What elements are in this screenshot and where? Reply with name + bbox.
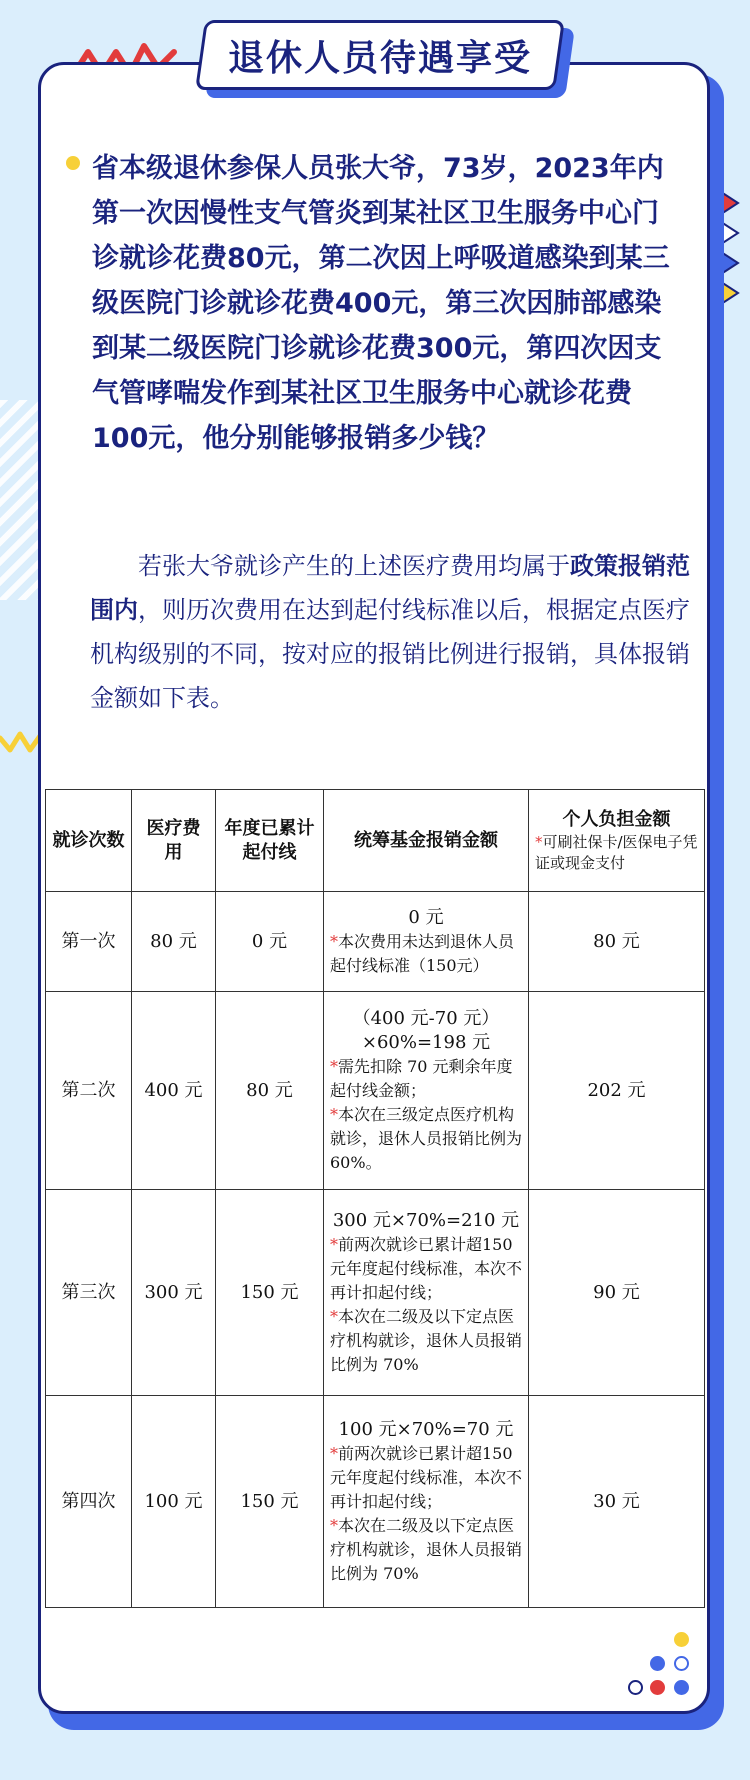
header-cost: 医疗费用 xyxy=(132,790,216,892)
cell-cost: 300 元 xyxy=(132,1190,216,1396)
reimbursement-table xyxy=(45,789,705,1608)
cell-visit: 第一次 xyxy=(46,892,132,992)
answer-text-bold: 政策报销范围内 xyxy=(90,552,690,624)
table-row xyxy=(46,892,705,992)
cell-fund xyxy=(324,1396,529,1608)
fund-note-text: 前两次就诊已累计超150 元年度起付线标准，本次不再计扣起付线； xyxy=(330,1234,523,1302)
table-row xyxy=(46,1190,705,1396)
fund-note-text: 本次在二级及以下定点医疗机构就诊，退休人员报销比例为 70% xyxy=(330,1306,523,1374)
answer-text-post: ，则历次费用在达到起付线标准以后，根据定点医疗机构级别的不同，按对应的报销比例进行报销，具体报销金额如下表。 xyxy=(90,596,690,712)
cell-fund xyxy=(324,1190,529,1396)
page-title: 退休人员待遇享受 xyxy=(227,37,532,79)
fund-amount: 0 元 xyxy=(408,906,444,928)
fund-note-text: 本次费用未达到退休人员起付线标准（150元） xyxy=(330,931,515,975)
header-personal-title: 个人负担金额 xyxy=(562,808,671,830)
star-marker: * xyxy=(330,1104,338,1124)
dot-decoration-outline xyxy=(628,1680,643,1695)
header-visit: 就诊次数 xyxy=(46,790,132,892)
cell-cost: 80 元 xyxy=(132,892,216,992)
fund-note xyxy=(330,1055,522,1103)
cell-visit: 第三次 xyxy=(46,1190,132,1396)
dot-decoration-outline xyxy=(674,1656,689,1671)
cell-accum: 150 元 xyxy=(216,1190,324,1396)
cell-personal: 202 元 xyxy=(529,992,705,1190)
cell-fund xyxy=(324,992,529,1190)
header-personal-note-text: 可刷社保卡/医保电子凭证或现金支付 xyxy=(535,832,698,872)
fund-note xyxy=(330,1514,522,1586)
bullet-dot-icon xyxy=(66,156,80,170)
table-row xyxy=(46,992,705,1190)
star-marker: * xyxy=(330,1056,338,1076)
cell-personal: 90 元 xyxy=(529,1190,705,1396)
fund-note-text: 前两次就诊已累计超150 元年度起付线标准，本次不再计扣起付线； xyxy=(330,1443,523,1511)
fund-note-text: 本次在二级及以下定点医疗机构就诊，退休人员报销比例为 70% xyxy=(330,1515,523,1583)
fund-note xyxy=(330,1103,522,1175)
answer-paragraph xyxy=(90,544,690,720)
fund-note xyxy=(330,1442,522,1514)
fund-note xyxy=(330,1233,522,1305)
dot-decoration-blue xyxy=(674,1680,689,1695)
answer-text-pre: 若张大爷就诊产生的上述医疗费用均属于 xyxy=(138,552,570,580)
star-marker: * xyxy=(330,1234,338,1254)
cell-accum: 0 元 xyxy=(216,892,324,992)
fund-note-text: 需先扣除 70 元剩余年度起付线金额； xyxy=(330,1056,513,1100)
fund-note xyxy=(330,1305,522,1377)
fund-note xyxy=(330,930,522,978)
star-marker: * xyxy=(535,832,543,851)
cell-cost: 400 元 xyxy=(132,992,216,1190)
cell-personal: 80 元 xyxy=(529,892,705,992)
cell-cost: 100 元 xyxy=(132,1396,216,1608)
table-header-row xyxy=(46,790,705,892)
cell-visit: 第二次 xyxy=(46,992,132,1190)
table-row xyxy=(46,1396,705,1608)
fund-amount: （400 元-70 元）×60%=198 元 xyxy=(352,1007,500,1053)
header-personal xyxy=(529,790,705,892)
cell-visit: 第四次 xyxy=(46,1396,132,1608)
cell-fund xyxy=(324,892,529,992)
fund-amount: 300 元×70%=210 元 xyxy=(332,1209,520,1231)
cell-accum: 80 元 xyxy=(216,992,324,1190)
cell-personal: 30 元 xyxy=(529,1396,705,1608)
dot-decoration-blue xyxy=(650,1656,665,1671)
header-personal-note xyxy=(535,832,698,874)
fund-amount: 100 元×70%=70 元 xyxy=(338,1418,514,1440)
dot-decoration-red xyxy=(650,1680,665,1695)
header-fund: 统筹基金报销金额 xyxy=(324,790,529,892)
fund-note-text: 本次在三级定点医疗机构就诊，退休人员报销比例为 60%。 xyxy=(330,1104,523,1172)
star-marker: * xyxy=(330,1515,338,1535)
question-text: 省本级退休参保人员张大爷，73岁，2023年内第一次因慢性支气管炎到某社区卫生服务中心门诊就诊花费80元，第二次因上呼吸道感染到某三级医院门诊就诊花费400元，第三次因肺部感染到某二级医院门诊就诊花费300元，第四次因支气管哮喘发作到某社区卫生服务中心就诊花费100元，他分别能够报销多少钱？ xyxy=(92,153,670,454)
star-marker: * xyxy=(330,931,338,951)
cell-accum: 150 元 xyxy=(216,1396,324,1608)
dot-decoration-yellow xyxy=(674,1632,689,1647)
header-accum: 年度已累计起付线 xyxy=(216,790,324,892)
star-marker: * xyxy=(330,1306,338,1326)
star-marker: * xyxy=(330,1443,338,1463)
